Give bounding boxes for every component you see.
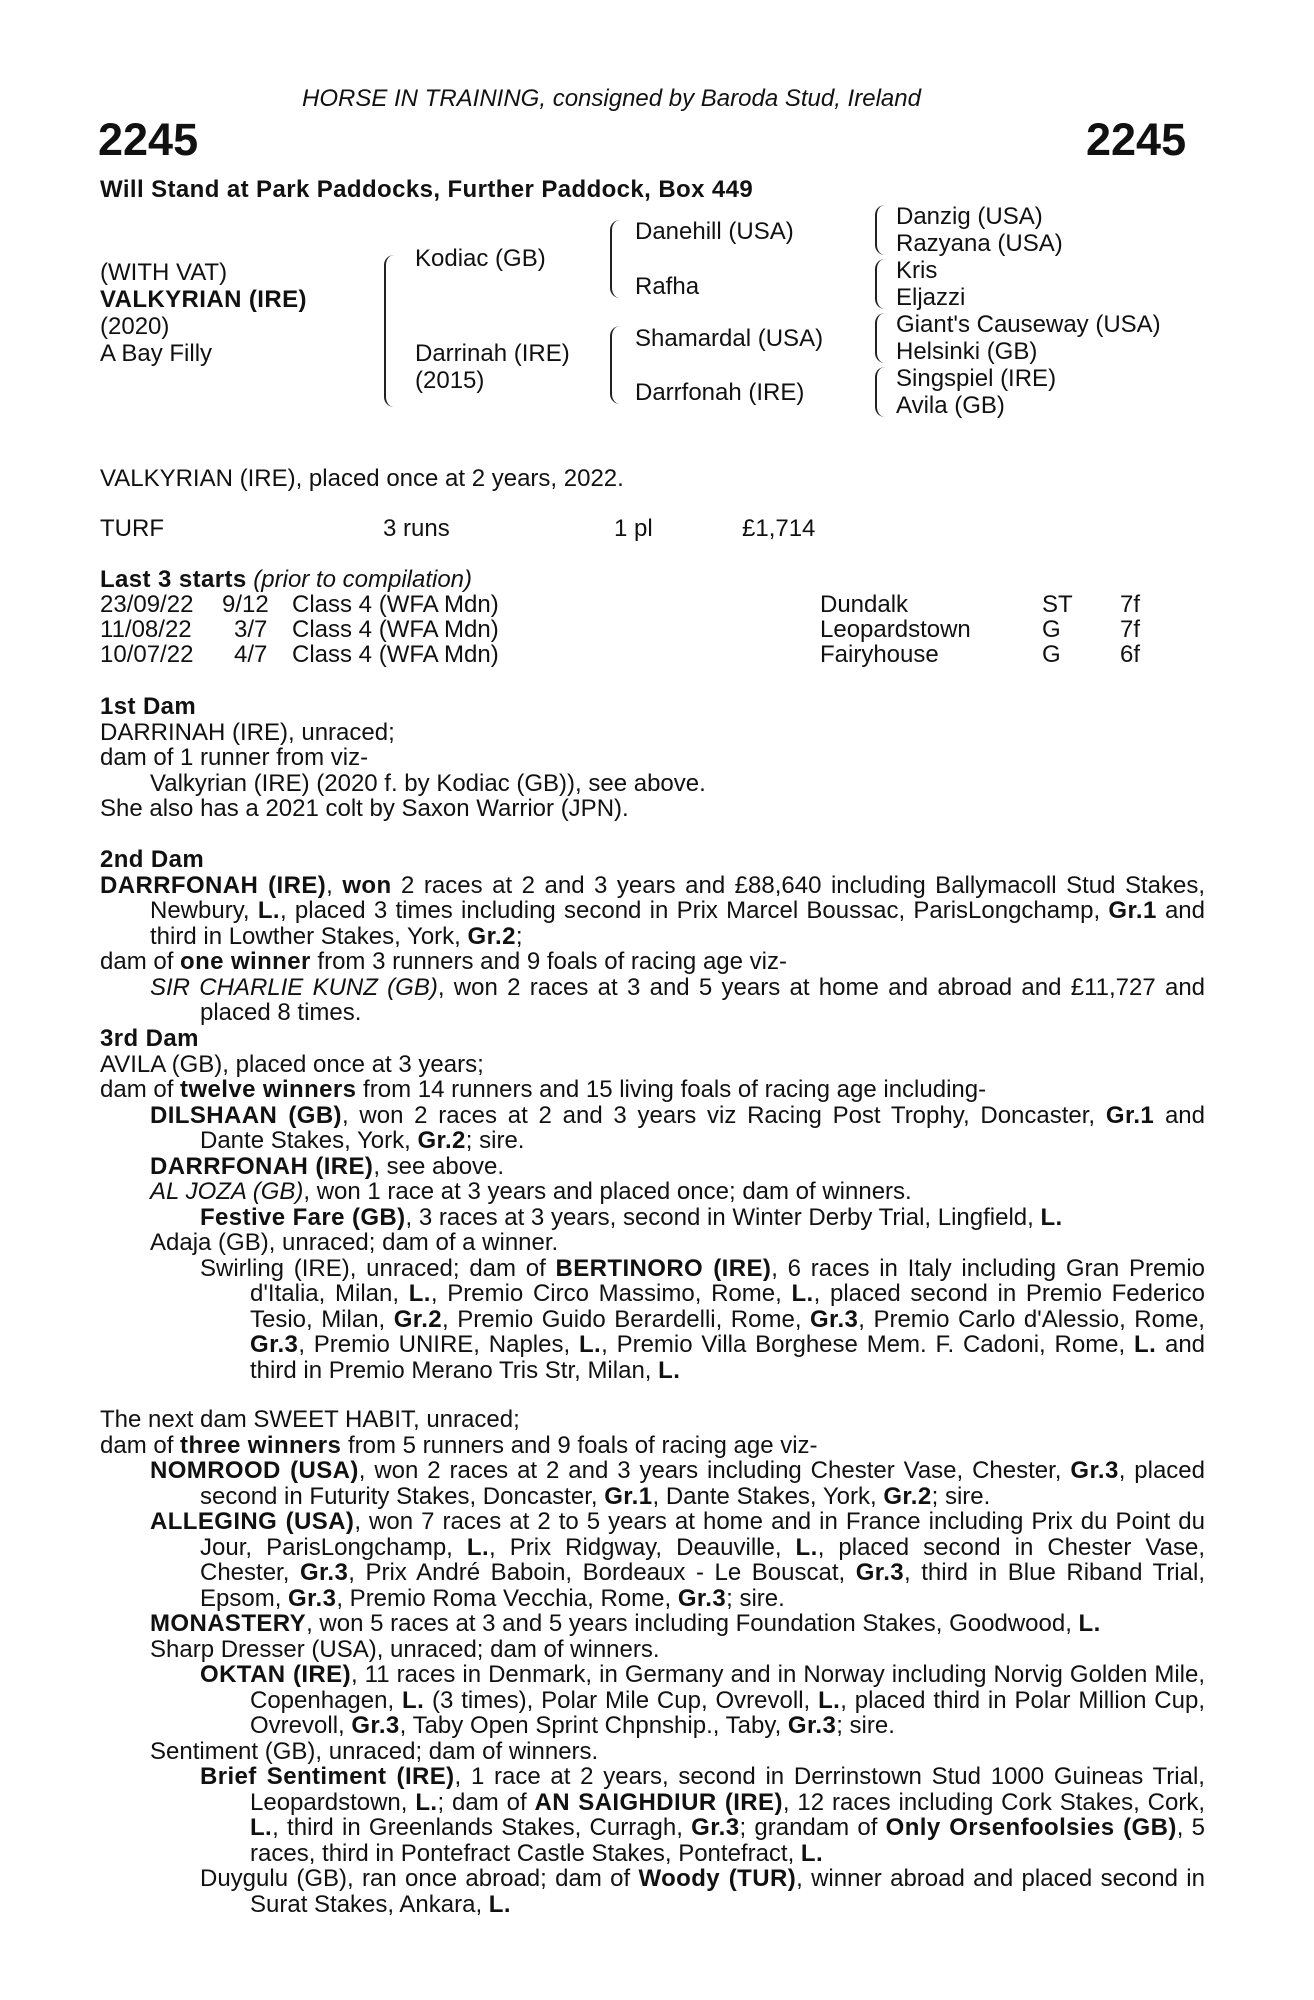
lot-number-right: 2245 [1086,114,1187,165]
dam-line: dam of 1 runner from viz- [100,744,369,771]
produce-entry: ALLEGING (USA), won 7 races at 2 to 5 years at home and in France including Prix du Point du Jour, ParisLongchamp, L., Prix Ridgway, Deauville, L., placed second in Chester Vase, Chester, Gr.3, Prix André Baboin, Bordeaux - Le Bouscat, Gr.3, third in Blue Riband Trial, Epsom, Gr.3, Premio Roma Vecchia, Rome, Gr.3; sire. [150,1508,1206,1612]
produce-entry: Sharp Dresser (USA), unraced; dam of winners. [150,1635,660,1663]
dam: Darrinah (IRE) [415,340,570,367]
race-summary: VALKYRIAN (IRE), placed once at 2 years, 2022. [100,465,624,492]
ped-sss: Danzig (USA) [896,203,1043,230]
dam-year: (2015) [415,367,485,394]
horse-name: MONASTERY [150,1610,307,1637]
start-class: Class 4 (WFA Mdn) [292,616,499,643]
horse-name: AL JOZA (GB) [150,1178,304,1205]
horse-name: VALKYRIAN (IRE) [100,286,307,313]
dam-line: The next dam SWEET HABIT, unraced; [100,1406,520,1433]
horse-name: DILSHAAN (GB) [150,1101,342,1129]
vat-status: (WITH VAT) [100,259,228,286]
stabling-location: Will Stand at Park Paddocks, Further Paddock, Box 449 [100,176,754,203]
pedigree-brace [610,220,622,298]
produce-entry: Adaja (GB), unraced; dam of a winner. [150,1229,559,1256]
section-heading: 2nd Dam [100,846,205,873]
start-date: 11/08/22 [100,616,192,643]
pedigree-brace [875,259,885,309]
pedigree-brace [875,313,885,363]
produce-entry: DILSHAAN (GB), won 2 races at 2 and 3 years viz Racing Post Trophy, Doncaster, Gr.1 and Dante Stakes, York, Gr.2; sire. [150,1101,1205,1154]
record-earnings: £1,714 [742,515,816,542]
horse-name: OKTAN (IRE) [200,1661,351,1688]
horse-name: SIR CHARLIE KUNZ (GB) [150,973,438,1001]
start-position: 3/7 [234,616,268,643]
start-course: Fairyhouse [820,641,939,668]
dam-line: dam of twelve winners from 14 runners and 15 living foals of racing age including- [100,1076,987,1103]
horse-name: DARRFONAH (IRE) [100,871,327,899]
start-date: 10/07/22 [100,641,194,668]
start-distance: 6f [1120,641,1141,668]
horse-name: BERTINORO (IRE) [555,1254,772,1282]
start-distance: 7f [1120,591,1141,618]
pedigree-brace [384,255,400,407]
dam-line: DARRINAH (IRE), unraced; [100,718,395,746]
record-placed: 1 pl [614,515,653,542]
third-dam-section [100,1026,1205,1383]
start-class: Class 4 (WFA Mdn) [292,591,499,618]
horse-name: Woody (TUR) [638,1865,797,1892]
start-going: G [1042,616,1061,643]
horse-year: (2020) [100,313,170,340]
record-surface: TURF [100,515,164,542]
produce-entry: NOMROOD (USA), won 2 races at 2 and 3 years including Chester Vase, Chester, Gr.3, placed second in Futurity Stakes, Doncaster, Gr.1, Dante Stakes, York, Gr.2; sire. [150,1457,1205,1510]
dam-line: AVILA (GB), placed once at 3 years; [100,1050,484,1078]
start-position: 4/7 [234,641,268,668]
next-dam-section [100,1407,1205,1917]
start-going: G [1042,641,1061,668]
produce-entry: AL JOZA (GB), won 1 race at 3 years and placed once; dam of winners. [150,1178,912,1205]
ped-sdd: Eljazzi [896,284,966,311]
section-heading: 1st Dam [100,693,197,720]
start-date: 23/09/22 [100,591,194,618]
horse-name: NOMROOD (USA) [150,1457,359,1484]
produce-line: Valkyrian (IRE) (2020 f. by Kodiac (GB)), see above. [150,769,706,797]
start-course: Leopardstown [820,616,971,643]
produce-entry: SIR CHARLIE KUNZ (GB), won 2 races at 3 and 5 years at home and abroad and £11,727 and placed 8 times. [150,973,1206,1026]
start-distance: 7f [1120,616,1141,643]
pedigree-brace [875,205,885,255]
dam-line: dam of three winners from 5 runners and 9 foals of racing age viz- [100,1431,818,1459]
last-starts-title: Last 3 starts [100,566,247,593]
first-dam-section [100,694,1205,822]
produce-entry: DARRFONAH (IRE), see above. [150,1152,505,1180]
dam-entry: DARRFONAH (IRE), won 2 races at 2 and 3 years and £88,640 including Ballymacoll Stud Stakes, Newbury, L., placed 3 times including second in Prix Marcel Boussac, ParisLongchamp, Gr.1 and third in Lowther Stakes, York, Gr.2; [100,871,1205,950]
horse-name: DARRFONAH (IRE) [150,1152,374,1180]
ped-dds: Singspiel (IRE) [896,365,1057,392]
last-starts-note: (prior to compilation) [253,566,473,593]
ped-ssd: Razyana (USA) [896,230,1063,257]
sire-dam: Rafha [635,273,700,300]
start-class: Class 4 (WFA Mdn) [292,641,499,668]
produce-entry: Swirling (IRE), unraced; dam of BERTINORO (IRE), 6 races in Italy including Gran Premio d'Italia, Milan, L., Premio Circo Massimo, Rome, L., placed second in Premio Federico Tesio, Milan, Gr.2, Premio Guido Berardelli, Rome, Gr.3, Premio Carlo d'Alessio, Rome, Gr.3, Premio UNIRE, Naples, L., Premio Villa Borghese Mem. F. Cadoni, Rome, L. and third in Premio Merano Tris Str, Milan, L. [200,1254,1206,1384]
dam-line: dam of one winner from 3 runners and 9 foals of racing age viz- [100,948,787,975]
produce-entry: MONASTERY, won 5 races at 3 and 5 years including Foundation Stakes, Goodwood, L. [150,1610,1101,1637]
sire-sire: Danehill (USA) [635,218,794,245]
horse-name: Festive Fare (GB) [200,1203,406,1231]
produce-entry: Festive Fare (GB), 3 races at 3 years, second in Winter Derby Trial, Lingfield, L. [200,1203,1063,1231]
record-runs: 3 runs [383,515,450,542]
start-position: 9/12 [222,591,269,618]
horse-name: ALLEGING (USA) [150,1508,355,1535]
dam-sire: Shamardal (USA) [635,325,824,352]
produce-entry: Brief Sentiment (IRE), 1 race at 2 years, second in Derrinstown Stud 1000 Guineas Trial, Leopardstown, L.; dam of AN SAIGHDIUR (IRE), 12 races including Cork Stakes, Cork, L., third in Greenlands Stakes, Curragh, Gr.3; grandam of Only Orsenfoolsies (GB), 5 races, third in Pontefract Castle Stakes, Pontefract, L. [200,1763,1206,1867]
pedigree-brace [610,326,622,404]
horse-description: A Bay Filly [100,340,213,367]
ped-dss: Giant's Causeway (USA) [896,311,1161,338]
start-going: ST [1042,591,1073,618]
ped-ddd: Avila (GB) [896,392,1005,419]
lot-number-left: 2245 [98,114,199,165]
ped-sds: Kris [896,257,938,284]
sire: Kodiac (GB) [415,245,546,272]
produce-entry: Duygulu (GB), ran once abroad; dam of Woody (TUR), winner abroad and placed second in Surat Stakes, Ankara, L. [200,1865,1205,1918]
ped-dsd: Helsinki (GB) [896,338,1038,365]
produce-entry: OKTAN (IRE), 11 races in Denmark, in Germany and in Norway including Norvig Golden Mile, Copenhagen, L. (3 times), Polar Mile Cup, Ovrevoll, L., placed third in Polar Million Cup, Ovrevoll, Gr.3, Taby Open Sprint Chpnship., Taby, Gr.3; sire. [200,1661,1206,1739]
dam-dam: Darrfonah (IRE) [635,379,805,406]
produce-entry: Sentiment (GB), unraced; dam of winners. [150,1737,599,1765]
horse-name: Brief Sentiment (IRE) [200,1763,455,1790]
consignor-line: HORSE IN TRAINING, consigned by Baroda Stud, Ireland [302,85,921,112]
dam-line: She also has a 2021 colt by Saxon Warrior (JPN). [100,795,629,822]
pedigree-brace [875,367,885,417]
start-course: Dundalk [820,591,909,618]
section-heading: 3rd Dam [100,1025,199,1052]
second-dam-section [100,847,1205,1026]
